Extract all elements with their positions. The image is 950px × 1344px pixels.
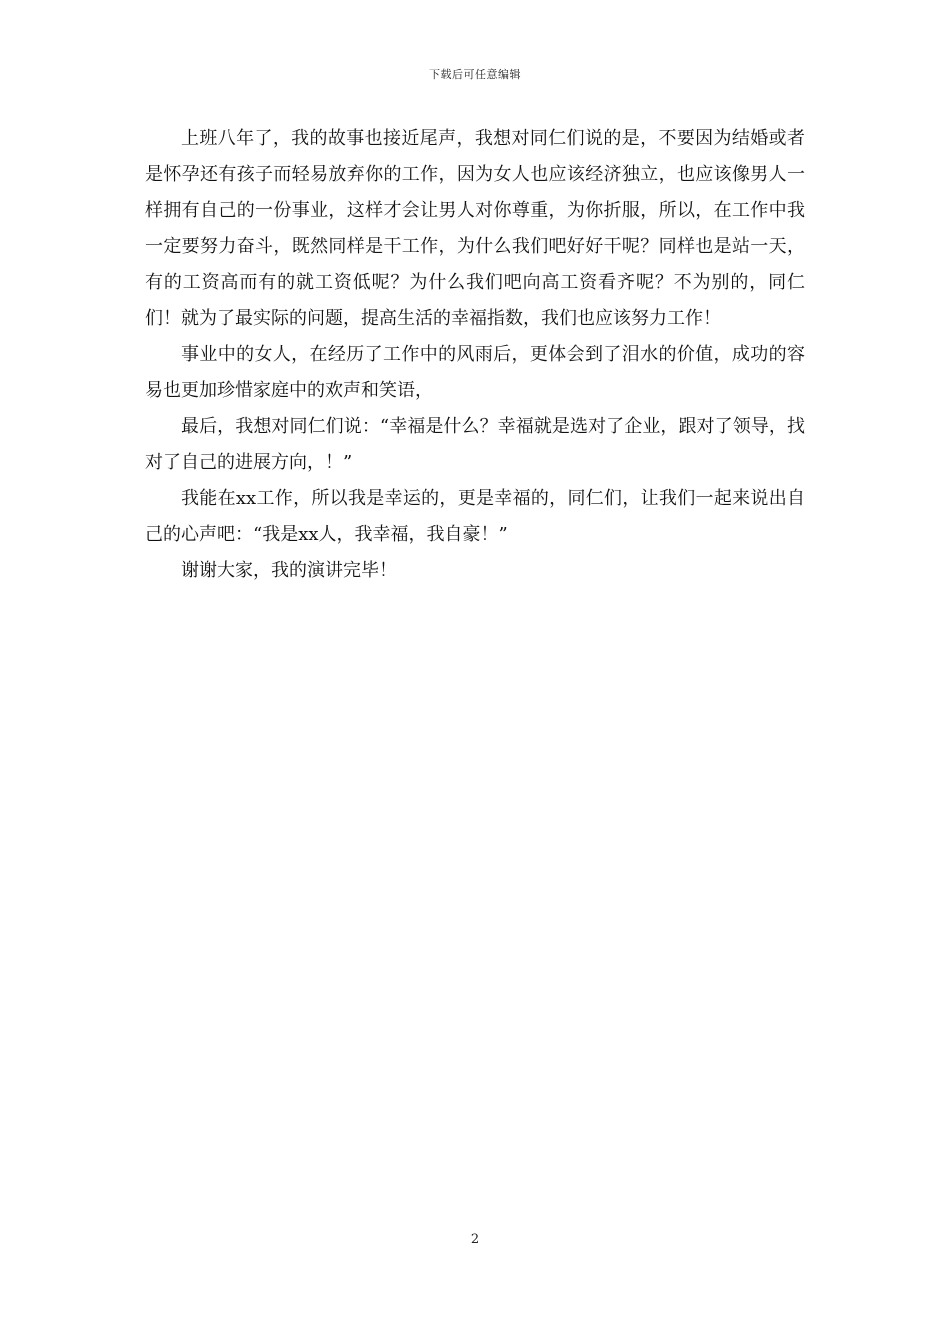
document-body: [145, 121, 805, 589]
page-header: 下载后可任意编辑: [429, 68, 521, 81]
paragraph: 上班八年了，我的故事也接近尾声，我想对同仁们说的是，不要因为结婚或者是怀孕还有孩子而轻易放弃你的工作，因为女人也应该经济独立，也应该像男人一样拥有自己的一份事业，这样才会让男人对你尊重，为你折服，所以，在工作中我一定要努力奋斗，既然同样是干工作，为什么我们吧好好干呢？同样也是站一天，有的工资高而有的就工资低呢？为什么我们吧向高工资看齐呢？不为别的，同仁们！就为了最实际的问题，提高生活的幸福指数，我们也应该努力工作！: [145, 128, 805, 329]
paragraph: 谢谢大家，我的演讲完毕！: [181, 560, 397, 581]
paragraph: 我能在xx工作，所以我是幸运的，更是幸福的，同仁们，让我们一起来说出自己的心声吧：“我是xx人，我幸福，我自豪！”: [145, 488, 805, 545]
page-number: 2: [470, 1232, 480, 1247]
paragraph: 事业中的女人，在经历了工作中的风雨后，更体会到了泪水的价值，成功的容易也更加珍惜家庭中的欢声和笑语，: [145, 344, 805, 401]
paragraph: 最后，我想对同仁们说：“幸福是什么？幸福就是选对了企业，跟对了领导，找对了自己的进展方向，！”: [145, 416, 805, 473]
